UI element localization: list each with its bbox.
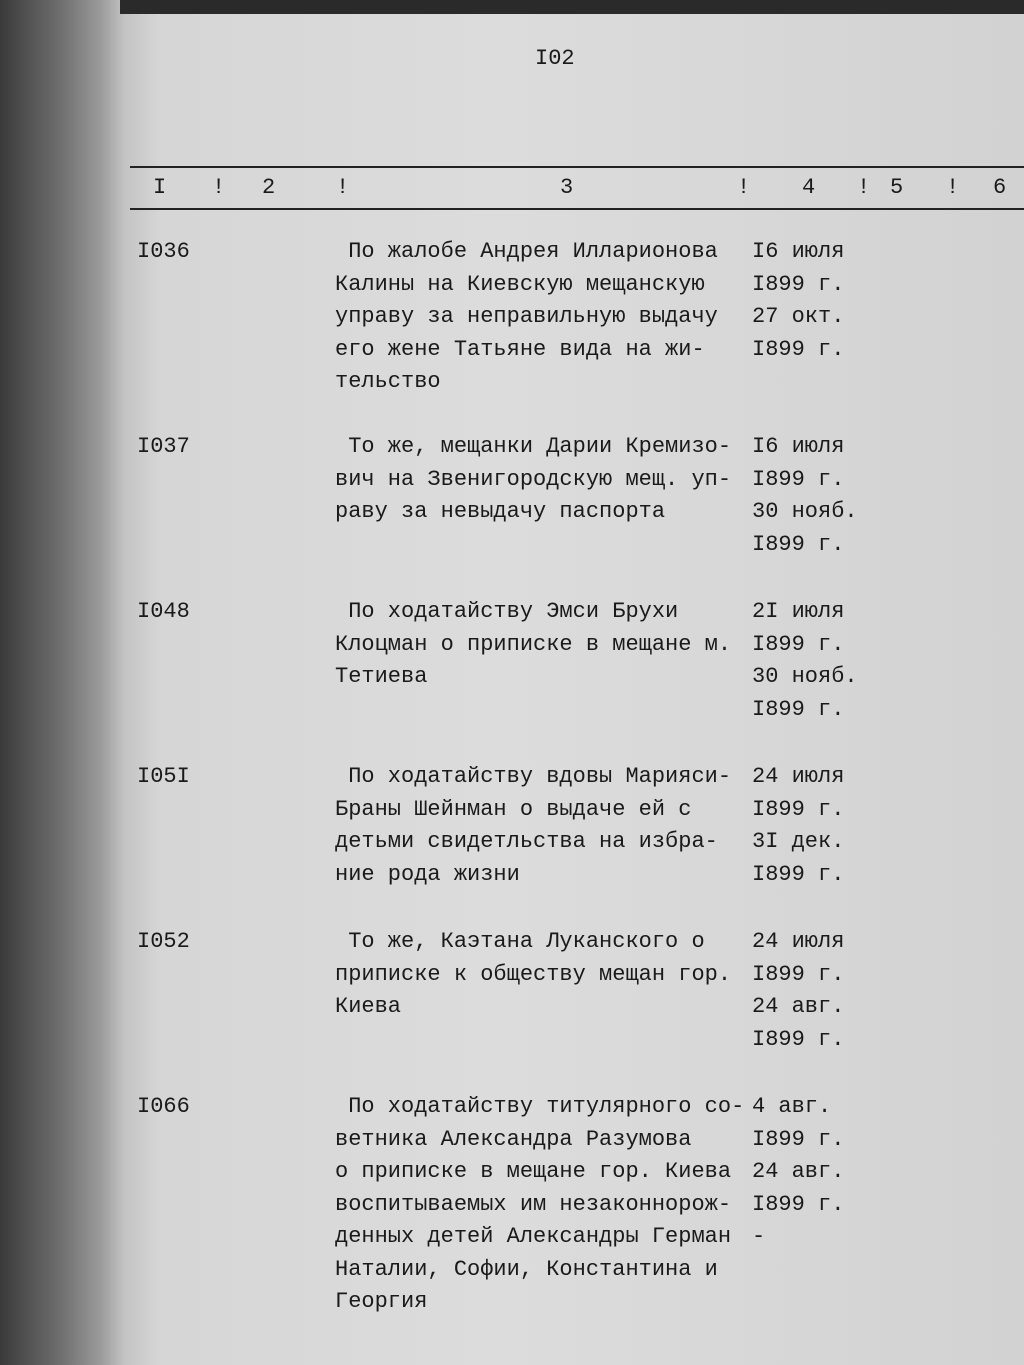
case-description [335, 1091, 744, 1319]
description-line: Тетиева [335, 664, 428, 689]
case-number: I066 [137, 1094, 190, 1119]
date-line: I899 г. [752, 631, 845, 657]
col-header-3: 3 [560, 175, 574, 200]
description-line: Калины на Киевскую мещанскую [335, 271, 705, 297]
description-line: Киева [335, 994, 402, 1019]
date-line: I899 г. [752, 271, 845, 297]
case-number: I048 [137, 599, 190, 624]
description-line: По ходатайству титулярного со- [335, 1094, 745, 1119]
case-number: I037 [137, 434, 190, 459]
col-separator: ! [737, 175, 751, 200]
case-description [335, 596, 731, 694]
description-line: его жене Татьяне вида на жи- [335, 336, 705, 362]
date-line: I899 г. [752, 1126, 845, 1152]
case-dates [752, 431, 858, 561]
col-separator: ! [336, 175, 350, 200]
date-line: - [752, 1224, 766, 1249]
case-number: I052 [137, 929, 190, 954]
description-line: По жалобе Андрея Илларионова [335, 239, 718, 264]
description-line: Клоцман о приписке в мещане м. [335, 631, 732, 657]
date-line: 24 июля [752, 764, 845, 789]
col-header-5: 5 [890, 175, 904, 200]
description-line: Наталии, Софии, Константина и [335, 1256, 718, 1282]
date-line: I899 г. [752, 531, 845, 557]
date-line: 27 окт. [752, 304, 845, 329]
date-line: I899 г. [752, 861, 845, 887]
description-line: ветника Александра Разумова [335, 1126, 692, 1152]
date-line: I6 июля [752, 239, 845, 264]
date-line: 30 нояб. [752, 499, 858, 524]
description-line: По ходатайству вдовы Марияси- [335, 764, 732, 789]
description-line: Георгия [335, 1289, 428, 1314]
col-separator: ! [212, 175, 226, 200]
date-line: 30 нояб. [752, 664, 858, 689]
date-line: I6 июля [752, 434, 845, 459]
date-line: I899 г. [752, 796, 845, 822]
case-dates [752, 761, 844, 891]
description-line: То же, Каэтана Луканского о [335, 929, 705, 954]
col-separator: ! [946, 175, 960, 200]
description-line: То же, мещанки Дарии Кремизо- [335, 434, 732, 459]
date-line: 2I июля [752, 599, 845, 624]
col-separator: ! [857, 175, 871, 200]
case-dates [752, 596, 858, 726]
description-line: воспитываемых им незаконнорож- [335, 1191, 732, 1217]
case-description [335, 236, 718, 399]
description-line: приписке к обществу мещан гор. [335, 961, 732, 987]
description-line: По ходатайству Эмси Брухи [335, 599, 679, 624]
description-line: ние рода жизни [335, 861, 520, 887]
header-rule-top [130, 166, 1024, 168]
description-line: тельство [335, 369, 441, 394]
case-description [335, 431, 731, 529]
date-line: 24 авг. [752, 994, 845, 1019]
description-line: Браны Шейнман о выдаче ей с [335, 796, 692, 822]
case-number: I05I [137, 764, 190, 789]
page-number: I02 [535, 46, 575, 71]
col-header-2: 2 [262, 175, 276, 200]
description-line: управу за неправильную выдачу [335, 304, 718, 329]
case-dates [752, 236, 844, 366]
date-line: 24 июля [752, 929, 845, 954]
case-description [335, 926, 731, 1024]
date-line: I899 г. [752, 1026, 845, 1052]
date-line: 3I дек. [752, 829, 845, 854]
date-line: 24 авг. [752, 1159, 845, 1184]
col-header-1: I [153, 175, 167, 200]
description-line: о приписке в мещане гор. Киева [335, 1159, 732, 1184]
description-line: вич на Звенигородскую мещ. уп- [335, 466, 732, 492]
case-number: I036 [137, 239, 190, 264]
col-header-6: 6 [993, 175, 1007, 200]
date-line: I899 г. [752, 466, 845, 492]
scan-top-edge [120, 0, 1024, 14]
case-description [335, 761, 731, 891]
case-dates [752, 926, 844, 1056]
date-line: I899 г. [752, 696, 845, 722]
description-line: денных детей Александры Герман [335, 1224, 732, 1249]
header-rule-bottom [130, 208, 1024, 210]
col-header-4: 4 [802, 175, 816, 200]
case-dates [752, 1091, 844, 1254]
description-line: детьми свидетльства на избра- [335, 829, 718, 854]
date-line: I899 г. [752, 961, 845, 987]
date-line: I899 г. [752, 336, 845, 362]
description-line: раву за невыдачу паспорта [335, 499, 666, 524]
date-line: 4 авг. [752, 1094, 832, 1119]
date-line: I899 г. [752, 1191, 845, 1217]
